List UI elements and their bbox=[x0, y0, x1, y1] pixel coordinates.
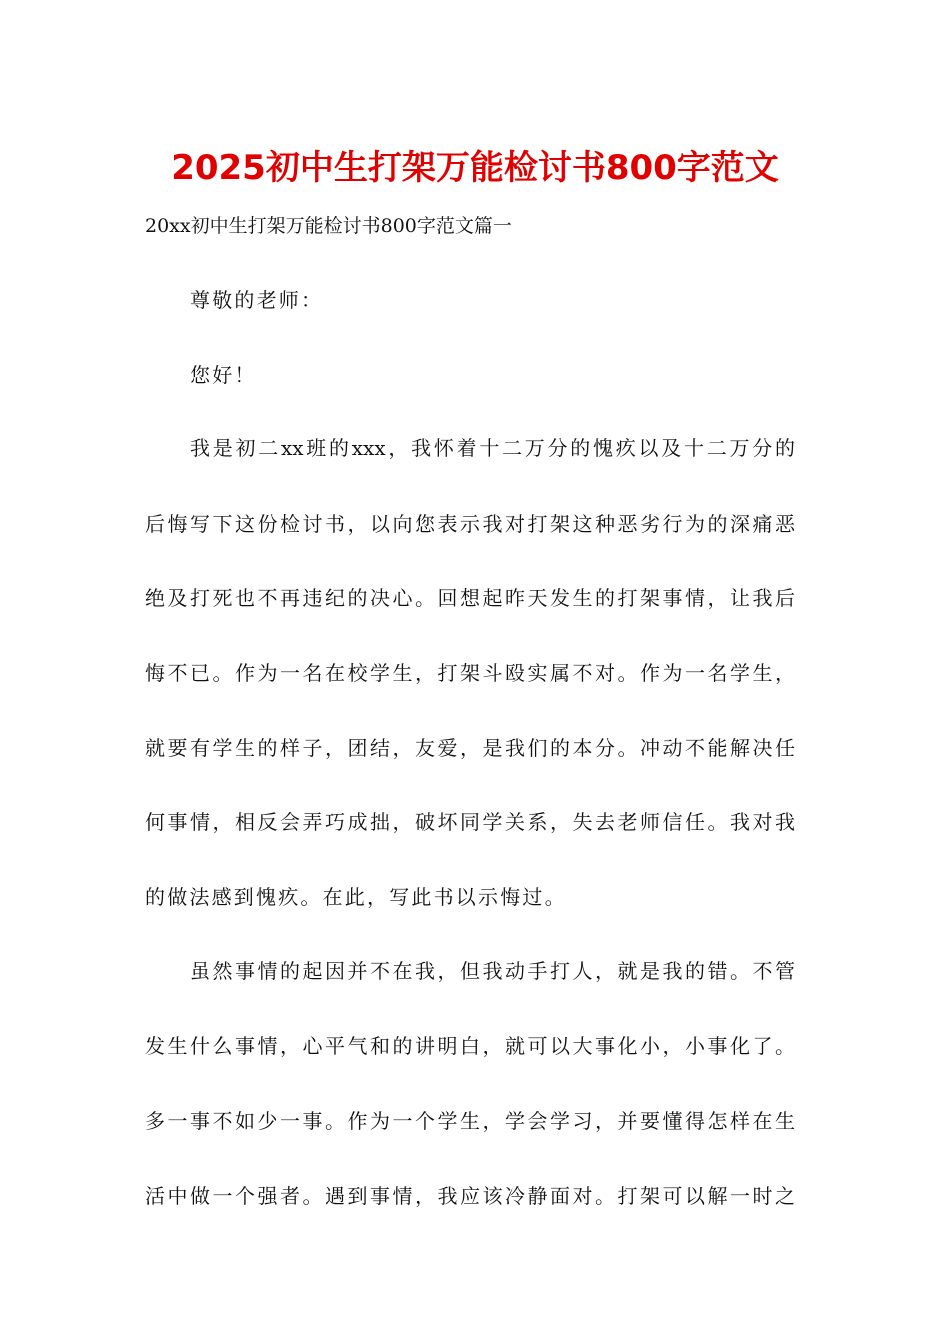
salutation-line: 尊敬的老师： bbox=[190, 288, 324, 312]
body-line: 活中做一个强者。遇到事情，我应该冷静面对。打架可以解一时之 bbox=[145, 1184, 795, 1208]
body-line: 何事情，相反会弄巧成拙，破坏同学关系，失去老师信任。我对我 bbox=[145, 810, 795, 834]
body-line: 我是初二xx班的xxx，我怀着十二万分的愧疚以及十二万分的 bbox=[190, 436, 795, 460]
body-line: 虽然事情的起因并不在我，但我动手打人，就是我的错。不管 bbox=[190, 959, 795, 983]
body-line: 多一事不如少一事。作为一个学生，学会学习，并要懂得怎样在生 bbox=[145, 1109, 795, 1133]
document-title: 2025初中生打架万能检讨书800字范文 bbox=[171, 148, 779, 188]
body-line: 发生什么事情，心平气和的讲明白，就可以大事化小，小事化了。 bbox=[145, 1034, 795, 1058]
body-line: 悔不已。作为一名在校学生，打架斗殴实属不对。作为一名学生， bbox=[145, 661, 795, 685]
body-line: 后悔写下这份检讨书，以向您表示我对打架这种恶劣行为的深痛恶 bbox=[145, 512, 795, 536]
body-line: 就要有学生的样子，团结，友爱，是我们的本分。冲动不能解决任 bbox=[145, 736, 795, 760]
greeting-line: 您好！ bbox=[190, 363, 257, 387]
body-line: 的做法感到愧疚。在此，写此书以示悔过。 bbox=[145, 885, 567, 909]
document-subtitle: 20xx初中生打架万能检讨书800字范文篇一 bbox=[145, 215, 512, 237]
body-line: 绝及打死也不再违纪的决心。回想起昨天发生的打架事情，让我后 bbox=[145, 586, 795, 610]
